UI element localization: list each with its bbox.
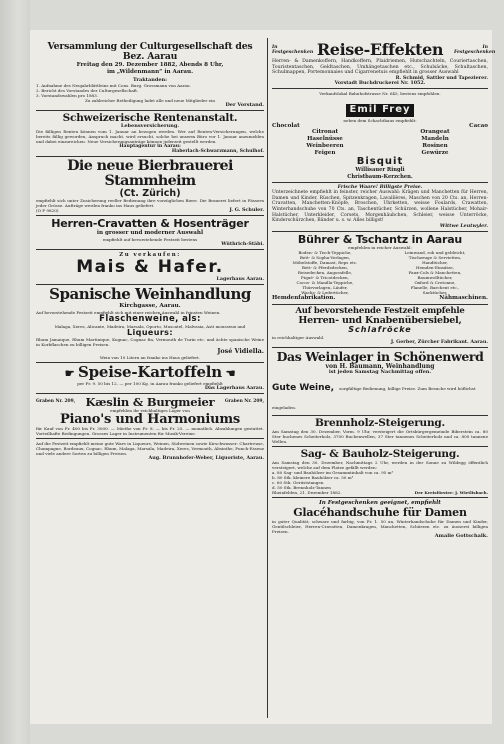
ad-venue: im „Wildenmann“ in Aarau. <box>106 68 194 75</box>
ad-signature: Lagerhaus Aarau. <box>216 275 264 282</box>
ad-weinlager <box>272 348 488 417</box>
ad-body: in guter Qualität, schwarz und farbig, von Fr. 1. 50 an, Winterhandschuhe für Damen und Kinder, Gentilschleier, Herren-Cravatten, Damenkragen, Manchetten, Schürzen etc. zu äusserst billigen Preisen. <box>272 518 488 534</box>
ad-item: 3. Vorstandswahlen pro 1883. <box>36 92 99 98</box>
goods-item: Oxford & Cretonne, <box>414 280 456 286</box>
ad-subtitle: Nähmaschinen. <box>439 295 488 302</box>
ad-subtitle: neben dem Schachthaus empfiehlt: <box>343 117 417 123</box>
ad-item: Zu zahlreicher Betheiligung ladet alle und neue Mitglieder ein <box>84 97 216 103</box>
goods-item: Boden- & Tisch-Teppiche, <box>298 250 352 256</box>
ad-subtitle: Lebensversicherung. <box>120 122 180 129</box>
ad-body: empfiehlt auf bevorstehende Festzeit bestens <box>102 237 198 243</box>
pointing-hand-icon: ☚ <box>222 366 236 380</box>
goods-list-left <box>272 250 378 295</box>
page-binding <box>0 0 30 744</box>
ad-signature: J. G. Schuler. <box>229 207 264 214</box>
ad-list: Rhum Jamaique, Rhum Martinique, Kognac, Cognac fin, Vermouth de Turin etc. und ächte spanische Weine in Korbflaschen zu billigen Preisen. <box>36 336 264 347</box>
ad-body: Auf bevorstehende Festzeit empfiehlt sich mit einer reichen Auswahl in feinsten Weinen. <box>36 309 221 315</box>
ad-title: Glacéhandschuhe für Damen <box>293 506 467 520</box>
ad-address: Kirchgasse, Aarau. <box>119 302 181 309</box>
ad-subtitle: in grosser und moderner Auswahl <box>96 230 204 237</box>
goods-grid <box>272 250 488 295</box>
ad-rentenanstalt <box>36 111 264 157</box>
ad-subtitle: Traktanden: <box>132 76 168 83</box>
ad-subtitle: Auf bevorstehende Festzeit empfehle <box>295 306 465 317</box>
goods-item: Mandeln <box>421 136 449 143</box>
ad-leutwyler <box>272 183 488 232</box>
goods-item: Citronat <box>311 129 339 136</box>
ad-label: In Festgeschenken <box>272 45 314 56</box>
ad-kulturgesellschaft <box>36 40 264 111</box>
ad-subtitle: Piano's und Harmoniums <box>59 411 241 427</box>
ad-title: Herren- und Knabenübersiebel, <box>298 315 462 327</box>
ad-title: Spanische Weinhandlung <box>49 284 251 303</box>
goods-grid <box>272 123 488 157</box>
ad-subtitle: empfehlen in reicher Auswahl: <box>348 245 412 251</box>
ad-title: Das Weinlager in Schönenwerd <box>276 348 484 364</box>
ad-subtitle: Gute Weine, <box>272 383 335 394</box>
goods-item: Piqué- & Tricotdecken, <box>301 275 349 281</box>
ad-gerber <box>272 305 488 347</box>
ad-body: Am Samstag den 30. Dezember, Vorm. 9 Uhr, versteigert die Ortsbürgergemeinde Biberstein ca. 80 Ster buchenes Scheiterholz, 3700 Buchenwellen, 37 Ster tannenes Scheiterholz und ca. 800 tannene Wellen. <box>272 429 488 445</box>
ad-signature: J. Gerber, Zürcher Fabrikant. Aarau. <box>390 338 488 345</box>
ad-body: empfehlen ihr reichhaltiges Lager von <box>110 407 190 413</box>
ad-bauholz <box>272 447 488 498</box>
ad-address: Graben Nr. 209, <box>36 399 76 405</box>
ad-body: in reichhaltiger Auswahl. <box>272 334 325 340</box>
ad-label: Frische Waare! Billigste Preise. <box>337 184 423 191</box>
ad-subtitle: Bisquit <box>356 155 404 167</box>
ad-item: b. 80 Stk. kleinere Bauhölzer ca. 50 m³ <box>272 475 354 481</box>
right-column <box>272 40 496 541</box>
ad-body: Auf die Festzeit empfiehlt meine gute Ware in Liqueurs, Weinen, Südweinen sowie Kirschwasser: Chartreuse, Champagne, Bordeaux, Cognac, Rhum, Malaga, Marsala, Madeira, Xeres, Vermouth, Absinthe, Punch-Essenz und viele andere Sorten zu billigen Preisen. <box>36 441 264 457</box>
ad-title: Die neue Bierbrauerei Stammheim <box>67 157 233 189</box>
goods-item: Faux-Cols & Manchetten, <box>408 270 462 276</box>
goods-item: Wachs- & Ledertücher, <box>301 290 349 296</box>
ad-title: Kæslin & Burgmeier <box>85 394 215 409</box>
ad-weinhandlung <box>36 285 264 363</box>
ad-signature: José Vidiella. <box>217 346 264 355</box>
goods-item: Chocolat <box>272 122 300 129</box>
ad-title: Versammlung der Culturgesellschaft des Bez. Aarau <box>47 41 253 62</box>
goods-item: Sacktücher. <box>422 290 448 296</box>
goods-item: Thürvorlagen, Läufer, <box>302 285 348 291</box>
goods-item: Reisedecken, Angorafelle, <box>297 270 353 276</box>
ad-body: empfiehlt sich unter Zusicherung reeller Bedienung ihre vorzüglichen Biere. Die Brauerei liefert in Fässern jeder Grösse. Aufträge werden franko ins Haus geliefert. <box>36 198 264 209</box>
ad-subtitle: Hemdenfabrikation. <box>272 295 336 302</box>
ad-address: Graben Nr. 209, <box>224 399 264 405</box>
ad-body: Am Samstag den 30. Dezember, Nachmittags 2 Uhr, werden in der Sonne zu Wildegg öffentlich versteigert, welche auf dem Platze gefällt werden: <box>272 460 488 471</box>
ad-signature: Das Lagerhaus Aarau. <box>204 384 264 391</box>
ad-subtitle: Christbaum-Kerzchen. <box>347 173 413 180</box>
ad-brennholz <box>272 416 488 447</box>
ad-subtitle: von H. Baumann, Weinhandlung <box>325 362 435 370</box>
ad-title: Emil Frey <box>346 104 413 117</box>
goods-item: Haselnüsse <box>307 136 343 143</box>
goods-item: Baumwolltücher, <box>417 275 453 281</box>
ad-brunnhofer <box>36 439 264 463</box>
goods-item: Hemden-Einsätze, <box>416 265 454 271</box>
ad-body: per Fr. 9. 50 bis 12. — per 100 Kg. in Aarau franko geliefert empfiehlt <box>77 380 223 386</box>
ad-title: ☛ Speise-Kartoffeln ☚ <box>64 362 236 381</box>
ad-subtitle: Willisauer Ringli <box>355 167 405 174</box>
ad-code: (O F 9820) <box>36 208 59 214</box>
ad-subtitle: Schlafröcke <box>348 325 412 335</box>
goods-item: Flanelle, Barchent etc., <box>410 285 460 291</box>
left-column <box>36 40 264 463</box>
ad-kartoffeln <box>36 363 264 394</box>
ad-bierbrauerei <box>36 157 264 217</box>
ad-subtitle: (Ct. Zürich) <box>119 187 181 199</box>
ad-emil-frey <box>272 89 488 183</box>
ad-glacehandschuhe <box>272 498 488 541</box>
ad-subtitle: Liqueurs: <box>127 327 173 337</box>
ad-title: Schweizerische Rentenanstalt. <box>62 111 238 124</box>
ad-mais-hafer <box>36 250 264 285</box>
ad-label: In Festgeschenken geeignet, empfiehlt <box>319 500 441 507</box>
ad-body: Unterzeichnete empfiehlt in feinster, reicher Auswahl: Krägen und Manchetten für Herren, Damen und Kinder, Rüschen, Spitzenkragen, Lavallières, Maschen von 20 Cts. an, Herren-Cravatten, Manchetten-Knöpfe, Broschen, Uhrketten, weisse Foulards, Crawatten, Winterhandschuhe von 70 Cts. an, Taschentücher, Schürzen, wollene Halstücher, Mohair-Halstücher, Unterkleider, Corsets, Morgenhäubchen, Schleier, weisse Unterröcke, Kinderschürzchen, Bänder u. s. w. Alles billigst! <box>272 190 488 224</box>
goods-item: Handtücher, <box>422 260 448 266</box>
ad-buehrer-tschantz <box>272 232 488 306</box>
ad-date: Freitag den 29. Dezember 1882, Abends 8 Uhr, <box>76 61 224 68</box>
ad-title: Reise-Effekten <box>316 40 444 59</box>
ad-title: Brennholz-Steigerung. <box>314 417 446 430</box>
ad-signature: R. Schmid, Sattler und Tapezierer. <box>395 75 488 82</box>
ad-signature: Amalie Gottschalk. <box>434 532 488 539</box>
ad-title: Herren-Cravatten & Hosenträger <box>51 217 249 231</box>
ad-body: sorgfältige Bedienung, billige Preise. Zum Besuche wird höflichst eingeladen. <box>272 386 476 411</box>
goods-item: Orangeat <box>420 129 450 136</box>
ad-address: Verkaufslokal Bahnhofstrasse Nr. 645, bestens empfohlen. <box>319 91 441 97</box>
ad-label: In Festgeschenken <box>454 45 496 56</box>
goods-item: Gewürze <box>421 149 449 156</box>
goods-item: Leinwand, roh und gebleicht, <box>404 250 466 256</box>
ad-list: Malaga, Xeres, Alicante, Madeira, Marsala, Oporto, Muscatel, Malvasia, Asti mousseux und <box>54 323 246 329</box>
goods-item: Rosinen <box>422 143 448 150</box>
ad-cravatten <box>36 216 264 250</box>
ad-body: ist jeden Samstag Nachmittag offen. <box>328 369 432 376</box>
ad-title: Bührer & Tschantz in Aarau <box>297 232 463 246</box>
pointing-hand-icon: ☛ <box>64 366 78 380</box>
ad-item: 1. Aufnahme des Neujahrblättleins mit Cons. Burg. Grossmann von Aarau. <box>36 82 191 88</box>
ad-address: Vorstadt Buchdruckerei Nr. 1052. <box>334 80 426 87</box>
goods-item: Cocos- & Manilla-Teppiche, <box>296 280 354 286</box>
ad-item: a. 80 Sag- und Bauhölzer im Gesammtinhalt von ca. 95 m³ <box>272 470 394 476</box>
ad-signature: Aug. Brunnhofer-Weber, Liquoriste, Aarau. <box>148 455 264 462</box>
ad-label: Zu verkaufen: <box>119 252 181 259</box>
ad-signature: Wittwe Leutwyler. <box>439 222 488 229</box>
ad-body: Herren- & Damenkoffern, Handkoffern, Plaidriemen, Hutschachteln, Couriertaschen, Touristentaschen, Geldtaschen, Umhängetaschen etc., Schulsäcke, Schultaschen, Schulmappen, Portemonnaies und Cigarrenetuis empfiehlt in grosser Auswahl <box>272 58 488 76</box>
newspaper-page <box>30 30 496 724</box>
ad-item: c. 60 Stk. Gerüststangen <box>272 480 324 486</box>
goods-item: Möbelstoffe, Damast, Reps etc. <box>292 260 358 266</box>
goods-item: Bett- & Sopha-Vorlagen, <box>299 255 351 261</box>
ad-subtitle: Flaschenweine, als: <box>99 313 201 324</box>
ad-signature: Wüthrich-Stäbi. <box>221 241 264 248</box>
ad-label: Hauptagentur in Aarau: <box>119 143 181 149</box>
ad-item: d. 50 Stk. Brennholz-Tannen <box>272 485 331 491</box>
ad-signature: Der Vorstand. <box>225 101 264 108</box>
goods-item: Weinbeeren <box>306 143 344 150</box>
ad-body: für Kauf von Fr. 400 bis Fr. 3000. — Miethe von Fr. 8. — bis Fr. 25. — monatlich. Abzahlungen gestattet. Vorteilhafte Bedingungen. Grosses Lager in Instrumenten für Musik-Vereine. <box>36 426 264 437</box>
goods-item: Feigen <box>314 149 336 156</box>
ad-signature: Haberlach-Schwarzmann, Schulhof. <box>171 148 264 154</box>
ad-title: Sag- & Bauholz-Steigerung. <box>300 448 460 461</box>
ad-title: Mais & Hafer. <box>76 257 224 278</box>
goods-list-right <box>382 250 488 295</box>
goods-item: Bett- & Pferdedecken, <box>301 265 349 271</box>
ad-kaeslin-burgmeier <box>36 394 264 440</box>
column-divider <box>267 38 268 718</box>
ad-body: Die fälligen Renten können vom 1. Januar an bezogen werden. Wer auf Renten-Versicherungen, welche bereits fällig geworden, Anspruch macht, wird ersucht, solche bei unserm Büro vor 1. Januar anzumelden und dabei einzureichen. Neue Versicherungsanträge können jederzeit gestellt werden. <box>36 128 264 144</box>
ad-item: 2. Bericht des Vorstandes der Culturgesellschaft. <box>36 87 139 93</box>
ad-note: Wein von 10 Litern an franko ins Haus geliefert. <box>99 354 201 360</box>
ad-reise-effekten <box>272 40 496 89</box>
ad-signature: Der Kreisförster: J. Wietlisbach. <box>414 490 488 496</box>
goods-item: Tischzeuge & Servietten, <box>408 255 462 261</box>
goods-item: Cacao <box>469 122 488 129</box>
ad-place-date: Rheinfelden, 21. Dezember 1882. <box>272 490 342 496</box>
